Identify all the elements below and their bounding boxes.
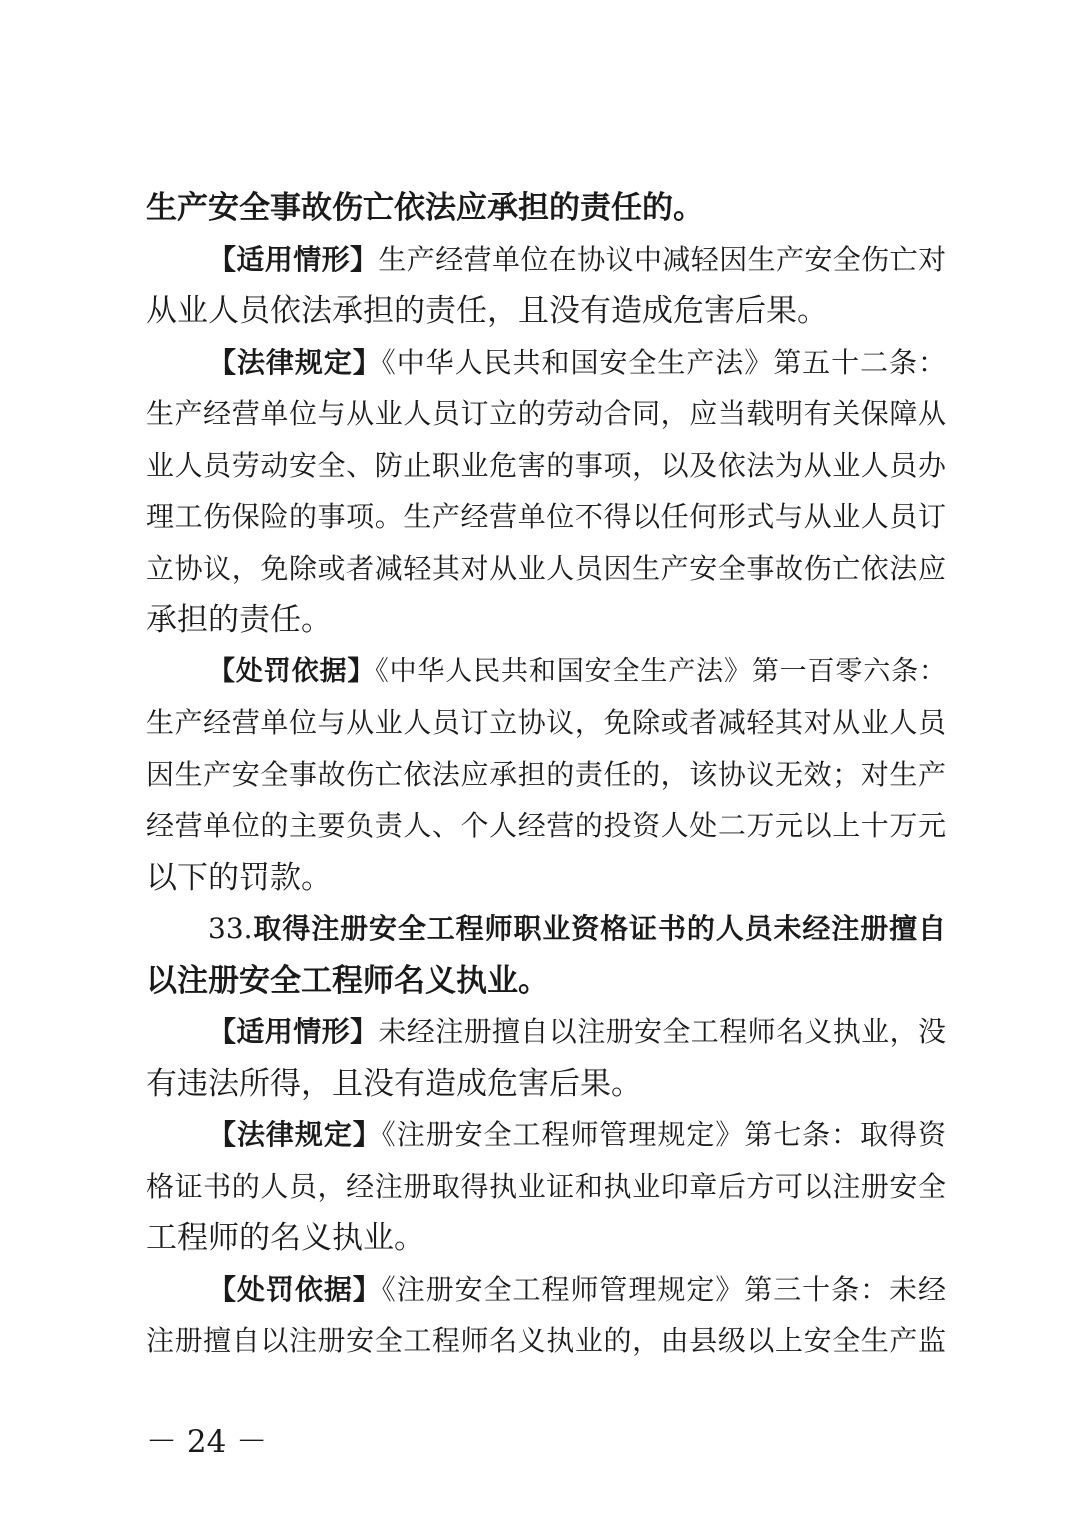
section-label: 【适用情形】	[208, 243, 379, 276]
line-text: 注册擅自以注册安全工程师名义执业的，由县级以上安全生产监	[146, 1324, 946, 1357]
line-text: 生产安全事故伤亡依法应承担的责任的。	[146, 190, 704, 226]
paragraph-line	[146, 747, 946, 803]
paragraph-line	[146, 386, 946, 442]
line-text: 因生产安全事故伤亡依法应承担的责任的，该协议无效；对生产	[146, 758, 946, 791]
paragraph-line	[146, 1313, 946, 1369]
line-text: 生产经营单位在协议中减轻因生产安全伤亡对	[378, 243, 946, 276]
section-label: 【处罚依据】	[208, 1273, 382, 1306]
item-number: 33.	[208, 912, 253, 945]
paragraph-line	[146, 1210, 946, 1266]
paragraph-line	[146, 798, 946, 854]
line-text: 承担的责任。	[146, 602, 332, 638]
section-label: 【适用情形】	[208, 1015, 379, 1048]
line-text: 业人员劳动安全、防止职业危害的事项，以及依法为从业人员办	[146, 449, 946, 482]
paragraph-line	[146, 850, 946, 906]
paragraph-line	[146, 1159, 946, 1215]
paragraph-line	[146, 489, 946, 545]
line-text: 生产经营单位与从业人员订立的劳动合同，应当载明有关保障从	[146, 397, 946, 430]
line-text: 立协议，免除或者减轻其对从业人员因生产安全事故伤亡依法应	[146, 552, 946, 585]
page-number: － 24 －	[146, 1424, 268, 1460]
paragraph-line	[146, 1056, 946, 1112]
paragraph-line	[146, 438, 946, 494]
paragraph-line	[146, 541, 946, 597]
line-text: 生产经营单位与从业人员订立协议，免除或者减轻其对从业人员	[146, 706, 946, 739]
section-label: 【法律规定】	[208, 1118, 382, 1151]
line-text: 以下的罚款。	[146, 860, 332, 896]
line-text: 《中华人民共和国安全生产法》第一百零六条：	[375, 656, 946, 687]
line-text: 经营单位的主要负责人、个人经营的投资人处二万元以上十万元	[146, 809, 946, 842]
line-text: 《注册安全工程师管理规定》第三十条：未经	[381, 1273, 946, 1306]
section-label: 【处罚依据】	[208, 656, 376, 687]
line-text: 取得注册安全工程师职业资格证书的人员未经注册擅自	[252, 912, 946, 945]
heading-continuation	[146, 180, 946, 236]
paragraph-legal-provision-1	[208, 335, 946, 391]
paragraph-penalty-basis-1	[208, 644, 946, 700]
paragraph-penalty-basis-2	[208, 1262, 946, 1318]
line-text: 从业人员依法承担的责任，且没有造成危害后果。	[146, 293, 828, 329]
line-text: 理工伤保险的事项。生产经营单位不得以任何形式与从业人员订	[146, 500, 946, 533]
item-33-heading	[208, 901, 946, 957]
paragraph-line	[146, 695, 946, 751]
line-text: 以注册安全工程师名义执业。	[146, 963, 549, 999]
item-33-heading-continuation	[146, 953, 946, 1009]
line-text: 有违法所得，且没有造成危害后果。	[146, 1066, 642, 1102]
line-text: 格证书的人员，经注册取得执业证和执业印章后方可以注册安全	[146, 1170, 946, 1203]
paragraph-line	[146, 283, 946, 339]
paragraph-applicable-situation-2	[208, 1004, 946, 1060]
paragraph-line	[146, 592, 946, 648]
paragraph-legal-provision-2	[208, 1107, 946, 1163]
paragraph-applicable-situation-1	[208, 232, 946, 288]
line-text: 《中华人民共和国安全生产法》第五十二条：	[381, 346, 946, 379]
section-label: 【法律规定】	[208, 346, 382, 379]
line-text: 未经注册擅自以注册安全工程师名义执业，没	[378, 1015, 946, 1048]
line-text: 《注册安全工程师管理规定》第七条：取得资	[381, 1118, 946, 1151]
line-text: 工程师的名义执业。	[146, 1220, 425, 1256]
